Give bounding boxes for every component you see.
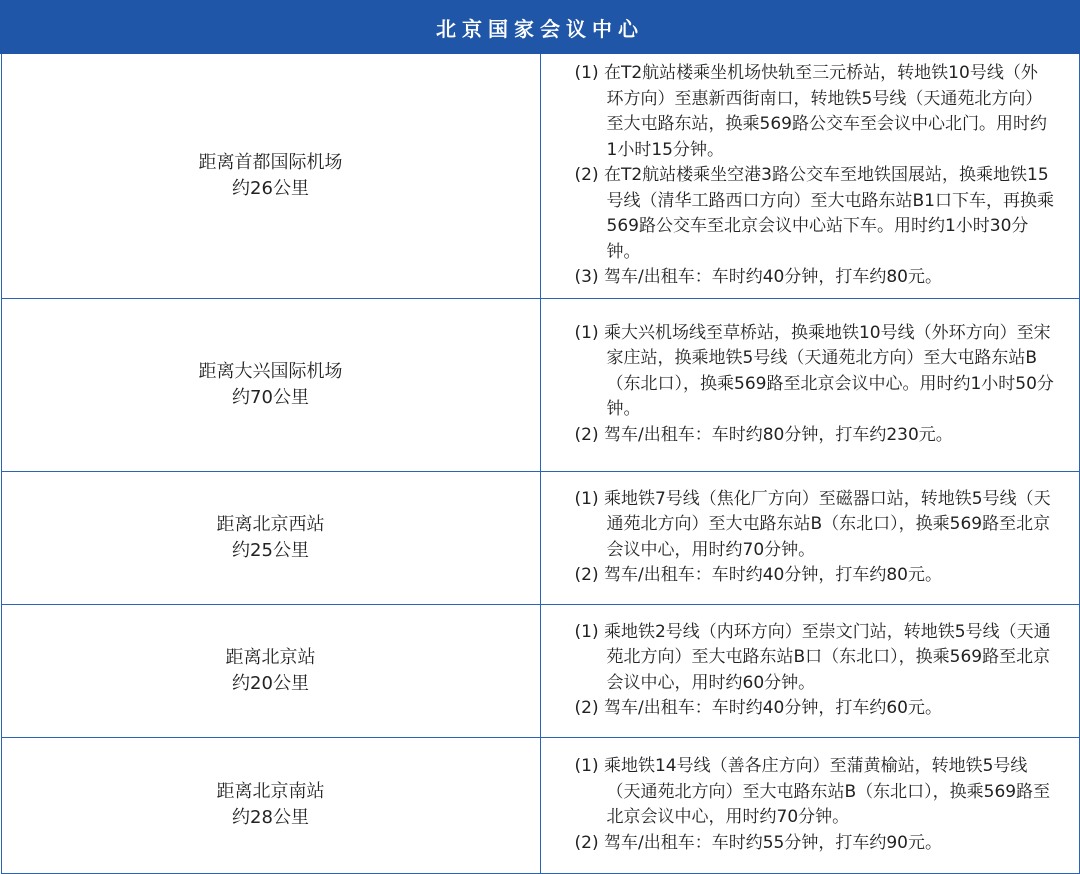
route-item: (2) 驾车/出租车：车时约80分钟，打车约230元。 [574, 424, 953, 445]
table-row-daxing-airport [1, 298, 1079, 471]
route-cell [540, 298, 1079, 471]
route-item: (1) 在T2航站楼乘坐机场快轨至三元桥站，转地铁10号线（外环方向）至惠新西街南口，转地铁5号线（天通苑北方向）至大屯路东站，换乘569路公交车至会议中心北门。用时约1小时15分钟。 [574, 63, 1047, 160]
row-label [1, 737, 540, 873]
table-row-beijing-station [1, 604, 1079, 737]
route-cell [540, 53, 1079, 298]
table-row-capital-airport [1, 53, 1079, 298]
table-title: 北京国家会议中心 [1, 1, 1079, 53]
route-item: (3) 驾车/出租车：车时约40分钟，打车约80元。 [574, 267, 942, 287]
table-row-beijing-west [1, 471, 1079, 604]
row-label-place: 距离北京西站 [216, 513, 325, 535]
row-label [1, 298, 540, 471]
route-item: (1) 乘地铁7号线（焦化厂方向）至磁器口站，转地铁5号线（天通苑北方向）至大屯路东站B（东北口），换乘569路至北京会议中心，用时约70分钟。 [574, 488, 1051, 560]
row-label-distance: 约28公里 [232, 807, 309, 828]
route-item: (2) 在T2航站楼乘坐空港3路公交车至地铁国展站，换乘地铁15号线（清华工路西口方向）至大屯路东站B1口下车，再换乘569路公交车至北京会议中心站下车。用时约1小时30分钟。 [574, 165, 1054, 262]
row-label [1, 604, 540, 737]
row-label-place: 距离大兴国际机场 [198, 360, 343, 382]
row-label [1, 471, 540, 604]
row-label-place: 距离北京站 [225, 646, 316, 668]
row-label-place: 距离首都国际机场 [198, 151, 343, 173]
route-cell [540, 471, 1079, 604]
route-item: (2) 驾车/出租车：车时约40分钟，打车约60元。 [574, 698, 942, 718]
route-item: (1) 乘地铁2号线（内环方向）至崇文门站，转地铁5号线（天通苑北方向）至大屯路东站B口（东北口），换乘569路至北京会议中心，用时约60分钟。 [574, 621, 1051, 693]
row-label-distance: 约70公里 [232, 386, 309, 408]
header-row [1, 1, 1079, 53]
row-label-place: 距离北京南站 [216, 781, 325, 802]
route-item: (2) 驾车/出租车：车时约40分钟，打车约80元。 [574, 565, 942, 585]
row-label-distance: 约20公里 [232, 672, 309, 694]
route-item: (1) 乘大兴机场线至草桥站，换乘地铁10号线（外环方向）至宋家庄站，换乘地铁5号线（天通苑北方向）至大屯路东站B（东北口），换乘569路至北京会议中心。用时约1小时50分钟。 [574, 322, 1054, 420]
row-label-distance: 约25公里 [232, 539, 309, 561]
table-row-beijing-south [1, 737, 1079, 873]
route-item: (2) 驾车/出租车：车时约55分钟，打车约90元。 [574, 832, 942, 853]
route-cell [540, 604, 1079, 737]
row-label-distance: 约26公里 [232, 177, 309, 199]
row-label [1, 53, 540, 298]
route-cell [540, 737, 1079, 873]
route-item: (1) 乘地铁14号线（善各庄方向）至蒲黄榆站，转地铁5号线（天通苑北方向）至大屯路东站B（东北口），换乘569路至北京会议中心，用时约70分钟。 [574, 756, 1051, 827]
